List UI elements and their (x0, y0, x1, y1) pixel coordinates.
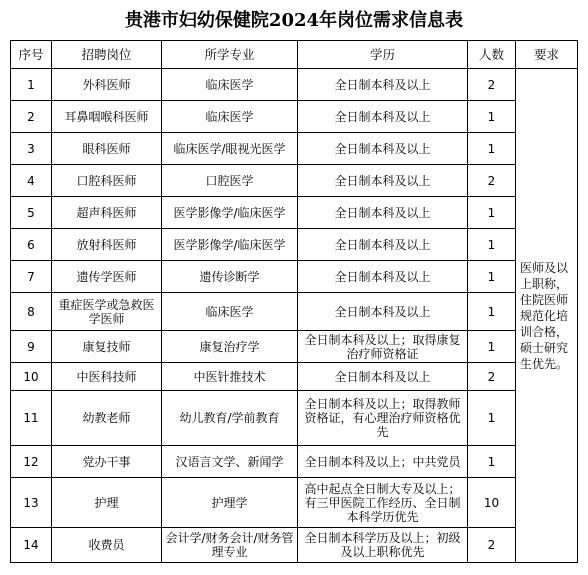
cell-education: 全日制本科及以上；取得康复治疗师资格证 (298, 331, 468, 363)
cell-count: 2 (468, 528, 516, 563)
cell-count: 1 (468, 293, 516, 331)
cell-major: 护理学 (162, 478, 298, 528)
table-row (11, 133, 578, 165)
cell-count: 2 (468, 165, 516, 197)
cell-position: 耳鼻咽喉科医师 (52, 101, 162, 133)
header-no: 序号 (11, 41, 52, 69)
cell-major: 临床医学 (162, 69, 298, 101)
table-row (11, 101, 578, 133)
cell-major: 中医针推技术 (162, 363, 298, 391)
cell-no: 8 (11, 293, 52, 331)
cell-education: 全日制本科及以上；取得教师资格证，有心理治疗师资格优先 (298, 391, 468, 446)
cell-major: 医学影像学/临床医学 (162, 229, 298, 261)
cell-education: 全日制本科及以上 (298, 101, 468, 133)
cell-position: 护理 (52, 478, 162, 528)
cell-major: 会计学/财务会计/财务管理专业 (162, 528, 298, 563)
page-title: 贵港市妇幼保健院2024年岗位需求信息表 (124, 10, 464, 31)
cell-count: 1 (468, 197, 516, 229)
cell-education: 全日制本科及以上 (298, 229, 468, 261)
cell-major: 康复治疗学 (162, 331, 298, 363)
table-row (11, 165, 578, 197)
header-position: 招聘岗位 (52, 41, 162, 69)
cell-count: 1 (468, 446, 516, 478)
header-education: 学历 (298, 41, 468, 69)
cell-major: 汉语言文学、新闻学 (162, 446, 298, 478)
cell-position: 外科医师 (52, 69, 162, 101)
cell-major: 遗传诊断学 (162, 261, 298, 293)
cell-no: 5 (11, 197, 52, 229)
table-row (11, 528, 578, 563)
cell-count: 2 (468, 69, 516, 101)
cell-major: 临床医学 (162, 293, 298, 331)
cell-education: 高中起点全日制大专及以上；有三甲医院工作经历、全日制本科学历优先 (298, 478, 468, 528)
table-row (11, 331, 578, 363)
cell-no: 3 (11, 133, 52, 165)
cell-education: 全日制本科及以上 (298, 165, 468, 197)
cell-position: 幼教老师 (52, 391, 162, 446)
table-row (11, 229, 578, 261)
cell-education: 全日制本科学历及以上；初级及以上职称优先 (298, 528, 468, 563)
cell-major: 医学影像学/临床医学 (162, 197, 298, 229)
cell-no: 11 (11, 391, 52, 446)
header-count: 人数 (468, 41, 516, 69)
cell-major: 临床医学 (162, 101, 298, 133)
cell-major: 幼儿教育/学前教育 (162, 391, 298, 446)
header-row (11, 41, 578, 69)
cell-education: 全日制本科及以上 (298, 293, 468, 331)
cell-position: 放射科医师 (52, 229, 162, 261)
cell-no: 12 (11, 446, 52, 478)
cell-education: 全日制本科及以上 (298, 69, 468, 101)
cell-position: 眼科医师 (52, 133, 162, 165)
table-row (11, 197, 578, 229)
cell-no: 13 (11, 478, 52, 528)
cell-no: 2 (11, 101, 52, 133)
cell-position: 遗传学医师 (52, 261, 162, 293)
cell-education: 全日制本科及以上；中共党员 (298, 446, 468, 478)
cell-position: 收费员 (52, 528, 162, 563)
table-row (11, 261, 578, 293)
cell-position: 口腔科医师 (52, 165, 162, 197)
table-row (11, 391, 578, 446)
table-row (11, 478, 578, 528)
cell-count: 1 (468, 331, 516, 363)
table-row (11, 446, 578, 478)
cell-education: 全日制本科及以上 (298, 363, 468, 391)
cell-no: 6 (11, 229, 52, 261)
cell-count: 2 (468, 363, 516, 391)
cell-no: 10 (11, 363, 52, 391)
cell-education: 全日制本科及以上 (298, 197, 468, 229)
cell-major: 临床医学/眼视光医学 (162, 133, 298, 165)
cell-no: 1 (11, 69, 52, 101)
cell-major: 口腔医学 (162, 165, 298, 197)
cell-count: 1 (468, 229, 516, 261)
cell-count: 1 (468, 133, 516, 165)
cell-position: 党办干事 (52, 446, 162, 478)
cell-count: 10 (468, 478, 516, 528)
cell-no: 4 (11, 165, 52, 197)
header-major: 所学专业 (162, 41, 298, 69)
cell-no: 14 (11, 528, 52, 563)
table-row (11, 363, 578, 391)
cell-no: 9 (11, 331, 52, 363)
cell-position: 重症医学或急救医学医师 (52, 293, 162, 331)
cell-position: 康复技师 (52, 331, 162, 363)
table-row (11, 69, 578, 101)
cell-count: 1 (468, 101, 516, 133)
cell-count: 1 (468, 261, 516, 293)
cell-education: 全日制本科及以上 (298, 261, 468, 293)
cell-requirement: 医师及以上职称，住院医师规范化培训合格，硕士研究生优先。 (516, 69, 578, 563)
header-requirement: 要求 (516, 41, 578, 69)
cell-count: 1 (468, 391, 516, 446)
job-table (10, 40, 578, 563)
cell-position: 中医科技师 (52, 363, 162, 391)
cell-position: 超声科医师 (52, 197, 162, 229)
cell-no: 7 (11, 261, 52, 293)
cell-education: 全日制本科及以上 (298, 133, 468, 165)
table-row (11, 293, 578, 331)
